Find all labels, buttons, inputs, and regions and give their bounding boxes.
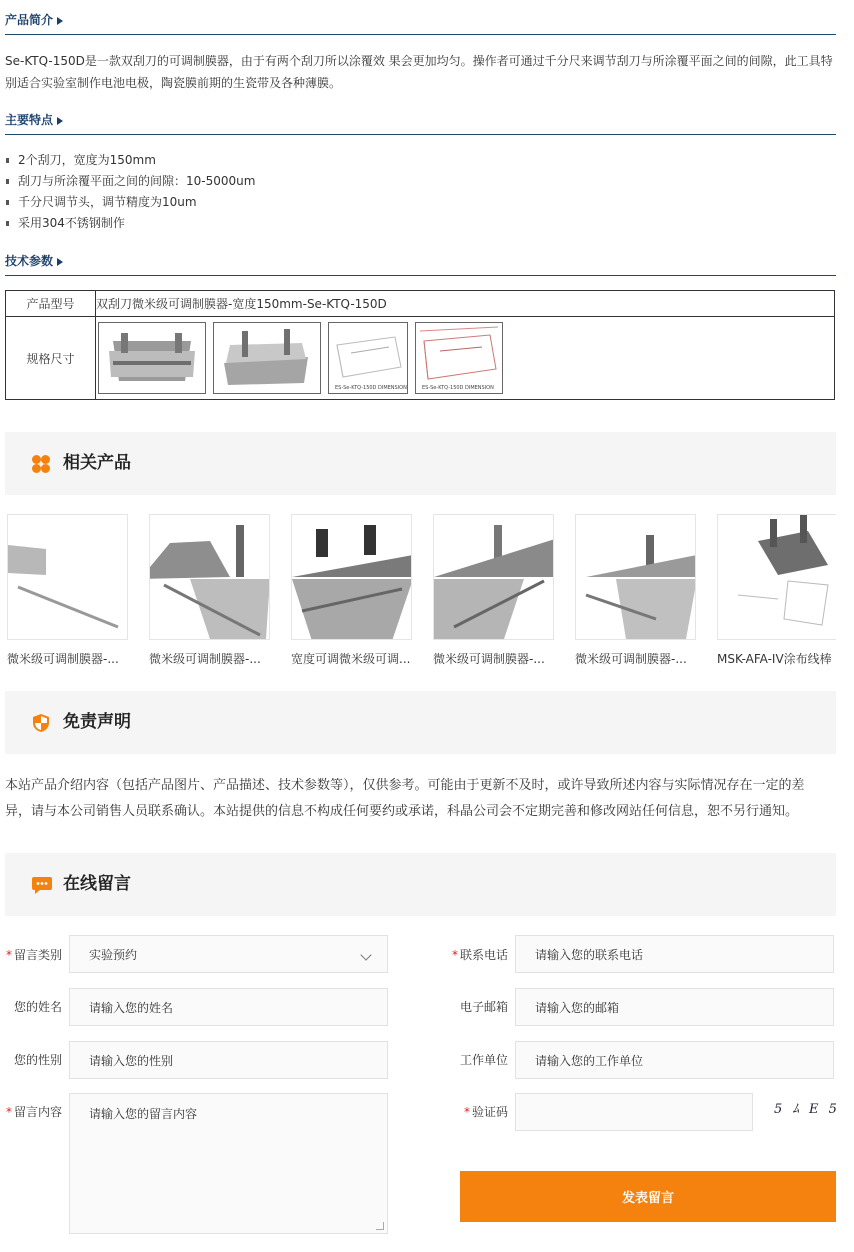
triangle-right-icon	[57, 258, 63, 266]
gender-label: 您的性别	[13, 1053, 62, 1067]
feature-item: 2个刮刀，宽度为150mm	[5, 150, 836, 171]
feature-item: 千分尺调节头，调节精度为10um	[5, 192, 836, 213]
spec-model-value: 双刮刀微米级可调制膜器-宽度150mm-Se-KTQ-150D	[96, 291, 835, 317]
clover-icon	[31, 454, 51, 474]
feature-item: 刮刀与所涂覆平面之间的间隙：10-5000um	[5, 171, 836, 192]
triangle-right-icon	[57, 117, 63, 125]
product-image[interactable]	[433, 514, 554, 640]
company-label: 工作单位	[459, 1053, 508, 1067]
related-product-card[interactable]	[717, 514, 836, 666]
content-placeholder: 请输入您的留言内容	[89, 1107, 198, 1121]
chevron-down-icon	[360, 949, 371, 960]
section-specs-header	[5, 254, 836, 276]
section-intro-title: 产品简介	[5, 13, 54, 27]
related-product-name[interactable]: 宽度可调微米级可调...	[291, 652, 411, 666]
company-input[interactable]: 请输入您的工作单位	[515, 1041, 834, 1079]
intro-text: Se-KTQ-150D是一款双刮刀的可调制膜器，由于有两个刮刀所以涂覆效 果会更加均匀。操作者可通过千分尺来调节刮刀与所涂覆平面之间的间隙，此工具特别适合实验室制作电池电极，陶瓷膜前期的生瓷带及各种薄膜。	[5, 54, 833, 90]
related-product-card[interactable]	[149, 514, 270, 666]
spec-size-label: 规格尺寸	[6, 317, 96, 400]
product-photo-thumbnail[interactable]	[98, 322, 206, 394]
related-products-title: 相关产品	[63, 453, 131, 473]
message-form-header	[5, 853, 836, 916]
related-product-card[interactable]	[291, 514, 412, 666]
captcha-input[interactable]	[515, 1093, 753, 1131]
gender-input[interactable]: 请输入您的性别	[69, 1041, 388, 1079]
content-label: * 留言内容	[5, 1105, 62, 1119]
phone-input[interactable]: 请输入您的联系电话	[515, 935, 834, 973]
related-product-card[interactable]	[575, 514, 696, 666]
product-photo-thumbnail[interactable]	[213, 322, 321, 394]
related-products-carousel[interactable]	[5, 514, 836, 674]
section-features-title: 主要特点	[5, 113, 54, 127]
dimension-drawing-thumbnail[interactable]	[415, 322, 503, 394]
section-specs-title: 技术参数	[5, 254, 54, 268]
submit-message-button[interactable]: 发表留言	[460, 1171, 836, 1222]
name-label: 您的姓名	[13, 1000, 62, 1014]
section-intro-header	[5, 13, 836, 35]
related-product-name[interactable]: 微米级可调制膜器-...	[575, 652, 687, 666]
category-select[interactable]	[69, 935, 388, 973]
captcha-label: * 验证码	[463, 1105, 508, 1119]
resize-handle-icon[interactable]	[376, 1222, 384, 1230]
dimension-caption: ES-Se-KTQ-150D DIMENSION	[335, 385, 407, 391]
spec-size-images	[96, 317, 835, 400]
required-mark: *	[5, 948, 12, 962]
feature-list	[5, 150, 836, 234]
disclaimer-text: 本站产品介绍内容（包括产品图片、产品描述、技术参数等），仅供参考。可能由于更新不及时，或许导致所述内容与实际情况存在一定的差异，请与本公司销售人员联系确认。本站提供的信息不构成任何要约或承诺，科晶公司会不定期完善和修改网站任何信息，恕不另行通知。	[5, 778, 805, 819]
product-image[interactable]	[7, 514, 128, 640]
related-product-name[interactable]: 微米级可调制膜器-...	[7, 652, 119, 666]
category-label: * 留言类别	[5, 948, 62, 962]
captcha-image[interactable]: 5 ﾑ E 5	[774, 1102, 840, 1117]
feature-item: 采用304不锈钢制作	[5, 213, 836, 234]
product-image[interactable]	[149, 514, 270, 640]
required-mark: *	[451, 948, 458, 962]
related-products-header	[5, 432, 836, 495]
message-form-title: 在线留言	[63, 874, 131, 894]
spec-model-label: 产品型号	[6, 291, 96, 317]
required-mark: *	[463, 1105, 470, 1119]
chat-bubble-icon	[31, 875, 53, 895]
related-product-card[interactable]	[433, 514, 554, 666]
email-label: 电子邮箱	[459, 1000, 508, 1014]
name-input[interactable]: 请输入您的姓名	[69, 988, 388, 1026]
related-product-name[interactable]: 微米级可调制膜器-...	[433, 652, 545, 666]
content-textarea[interactable]	[69, 1093, 388, 1234]
related-product-card[interactable]	[7, 514, 128, 666]
dimension-drawing-thumbnail[interactable]	[328, 322, 408, 394]
product-image[interactable]	[575, 514, 696, 640]
email-input[interactable]: 请输入您的邮箱	[515, 988, 834, 1026]
required-mark: *	[5, 1105, 12, 1119]
related-product-name[interactable]: MSK-AFA-IV涂布线棒	[717, 652, 832, 666]
shield-icon	[31, 713, 51, 733]
phone-label: * 联系电话	[451, 948, 508, 962]
product-image[interactable]	[717, 514, 836, 640]
spec-table	[5, 290, 835, 400]
category-select-value: 实验预约	[89, 947, 138, 962]
dimension-caption: ES-Se-KTQ-150D DIMENSION	[422, 385, 494, 391]
section-features-header	[5, 113, 836, 135]
related-product-name[interactable]: 微米级可调制膜器-...	[149, 652, 261, 666]
disclaimer-header	[5, 691, 836, 754]
product-image[interactable]	[291, 514, 412, 640]
triangle-right-icon	[57, 17, 63, 25]
disclaimer-title: 免责声明	[63, 712, 131, 732]
